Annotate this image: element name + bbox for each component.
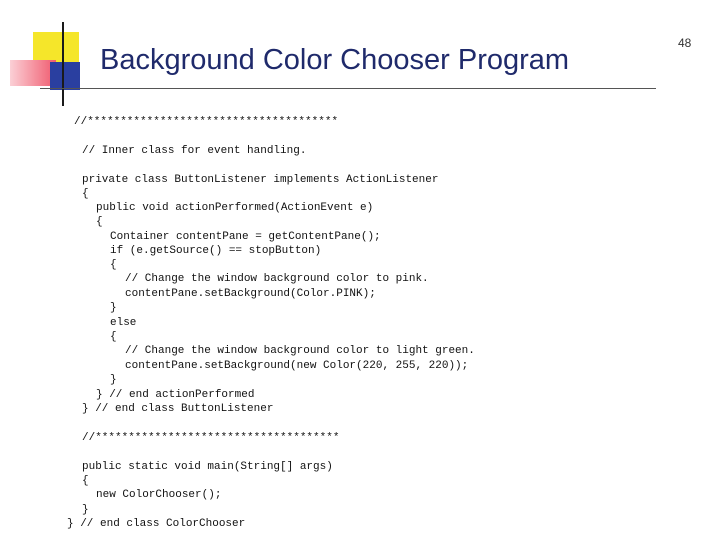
code-line: contentPane.setBackground(Color.PINK);	[125, 288, 376, 300]
code-line: public static void main(String[] args)	[82, 461, 333, 473]
code-line: {	[82, 188, 89, 200]
code-line: }	[82, 504, 89, 516]
code-line: Container contentPane = getContentPane();	[110, 231, 381, 243]
code-line: contentPane.setBackground(new Color(220, 255, 220));	[125, 360, 469, 372]
code-line: // Change the window background color to light green.	[125, 345, 475, 357]
slide-title: Background Color Chooser Program	[100, 44, 570, 76]
code-line: {	[110, 259, 117, 271]
slide-number: 48	[678, 36, 692, 50]
title-underline	[40, 88, 656, 89]
code-line: }	[110, 302, 117, 314]
code-line: }	[110, 374, 117, 386]
code-line: {	[82, 475, 89, 487]
code-line: } // end class ButtonListener	[82, 403, 274, 415]
code-line: // Change the window background color to pink.	[125, 273, 429, 285]
code-line: private class ButtonListener implements ActionListener	[82, 174, 439, 186]
code-line: //**************************************	[74, 116, 339, 128]
code-line: else	[110, 317, 137, 329]
code-line: public void actionPerformed(ActionEvent e)	[96, 202, 374, 214]
code-line: if (e.getSource() == stopButton)	[110, 245, 322, 257]
code-line: {	[110, 331, 117, 343]
code-line: // Inner class for event handling.	[82, 145, 307, 157]
logo-blue-square	[50, 62, 80, 90]
code-line: {	[96, 216, 103, 228]
code-line: //*************************************	[82, 432, 340, 444]
code-line: } // end actionPerformed	[96, 389, 255, 401]
code-line: new ColorChooser();	[96, 489, 222, 501]
code-line: } // end class ColorChooser	[67, 518, 246, 530]
logo-vertical-line	[62, 22, 64, 106]
